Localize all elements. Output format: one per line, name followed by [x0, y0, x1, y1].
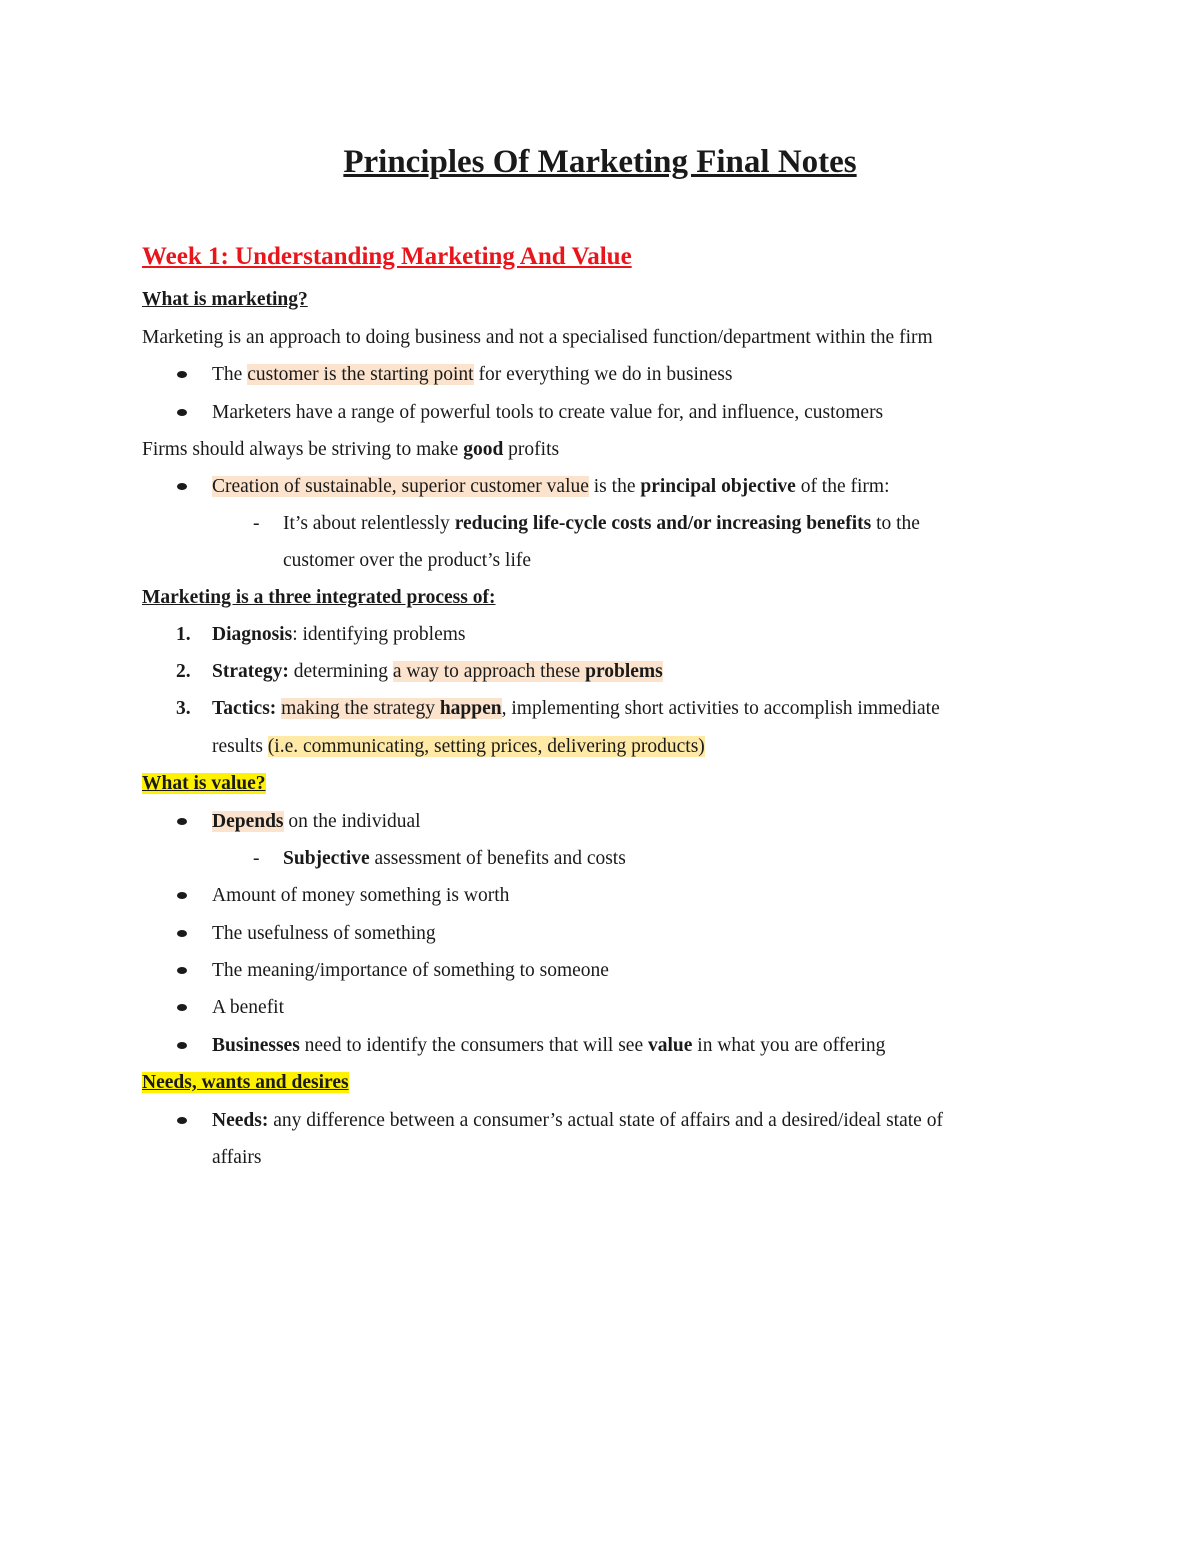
numbered-item: Tactics: making the strategy happen, implementing short activities to accomplish immediate: [212, 698, 940, 719]
sub-list-item: Subjective assessment of benefits and costs: [283, 848, 626, 869]
list-item-continued: affairs: [212, 1147, 262, 1168]
numbered-item: Diagnosis: identifying problems: [212, 624, 466, 645]
bullet-icon: [177, 892, 187, 899]
numbered-item: Strategy: determining a way to approach these problems: [212, 661, 663, 682]
list-item: A benefit: [212, 997, 285, 1018]
section-heading-process: Marketing is a three integrated process of:: [142, 587, 496, 608]
paragraph: Marketing is an approach to doing business and not a specialised function/department within the firm: [142, 327, 933, 348]
sub-list-item-continued: customer over the product’s life: [283, 550, 532, 571]
page-title: Principles Of Marketing Final Notes: [343, 144, 857, 180]
list-number: 3.: [176, 698, 191, 719]
dash-marker: -: [253, 513, 260, 534]
list-item: Marketers have a range of powerful tools to create value for, and influence, customers: [212, 402, 884, 423]
week-heading: Week 1: Understanding Marketing And Value: [142, 243, 632, 270]
section-heading-marketing: What is marketing?: [142, 289, 308, 310]
list-item: Amount of money something is worth: [212, 885, 510, 906]
bullet-icon: [177, 818, 187, 825]
bullet-icon: [177, 371, 187, 378]
list-number: 1.: [176, 624, 191, 645]
list-item: The customer is the starting point for everything we do in business: [212, 364, 733, 385]
dash-marker: -: [253, 848, 260, 869]
list-number: 2.: [176, 661, 191, 682]
list-item: The meaning/importance of something to someone: [212, 960, 609, 981]
list-item: Needs: any difference between a consumer’s actual state of affairs and a desired/ideal state of: [212, 1110, 943, 1131]
bullet-icon: [177, 1117, 187, 1124]
bullet-icon: [177, 409, 187, 416]
bullet-icon: [177, 930, 187, 937]
list-item: Depends on the individual: [212, 811, 421, 832]
bullet-icon: [177, 483, 187, 490]
numbered-item-continued: results (i.e. communicating, setting prices, delivering products): [212, 736, 705, 757]
bullet-icon: [177, 1042, 187, 1049]
bullet-icon: [177, 967, 187, 974]
list-item: Businesses need to identify the consumers that will see value in what you are offering: [212, 1035, 886, 1056]
sub-list-item: It’s about relentlessly reducing life-cycle costs and/or increasing benefits to the: [283, 513, 920, 534]
bullet-icon: [177, 1004, 187, 1011]
list-item: The usefulness of something: [212, 923, 436, 944]
list-item: Creation of sustainable, superior customer value is the principal objective of the firm:: [212, 476, 890, 497]
section-heading-needs: Needs, wants and desires: [142, 1072, 349, 1093]
paragraph: Firms should always be striving to make good profits: [142, 439, 560, 460]
section-heading-value: What is value?: [142, 773, 266, 794]
